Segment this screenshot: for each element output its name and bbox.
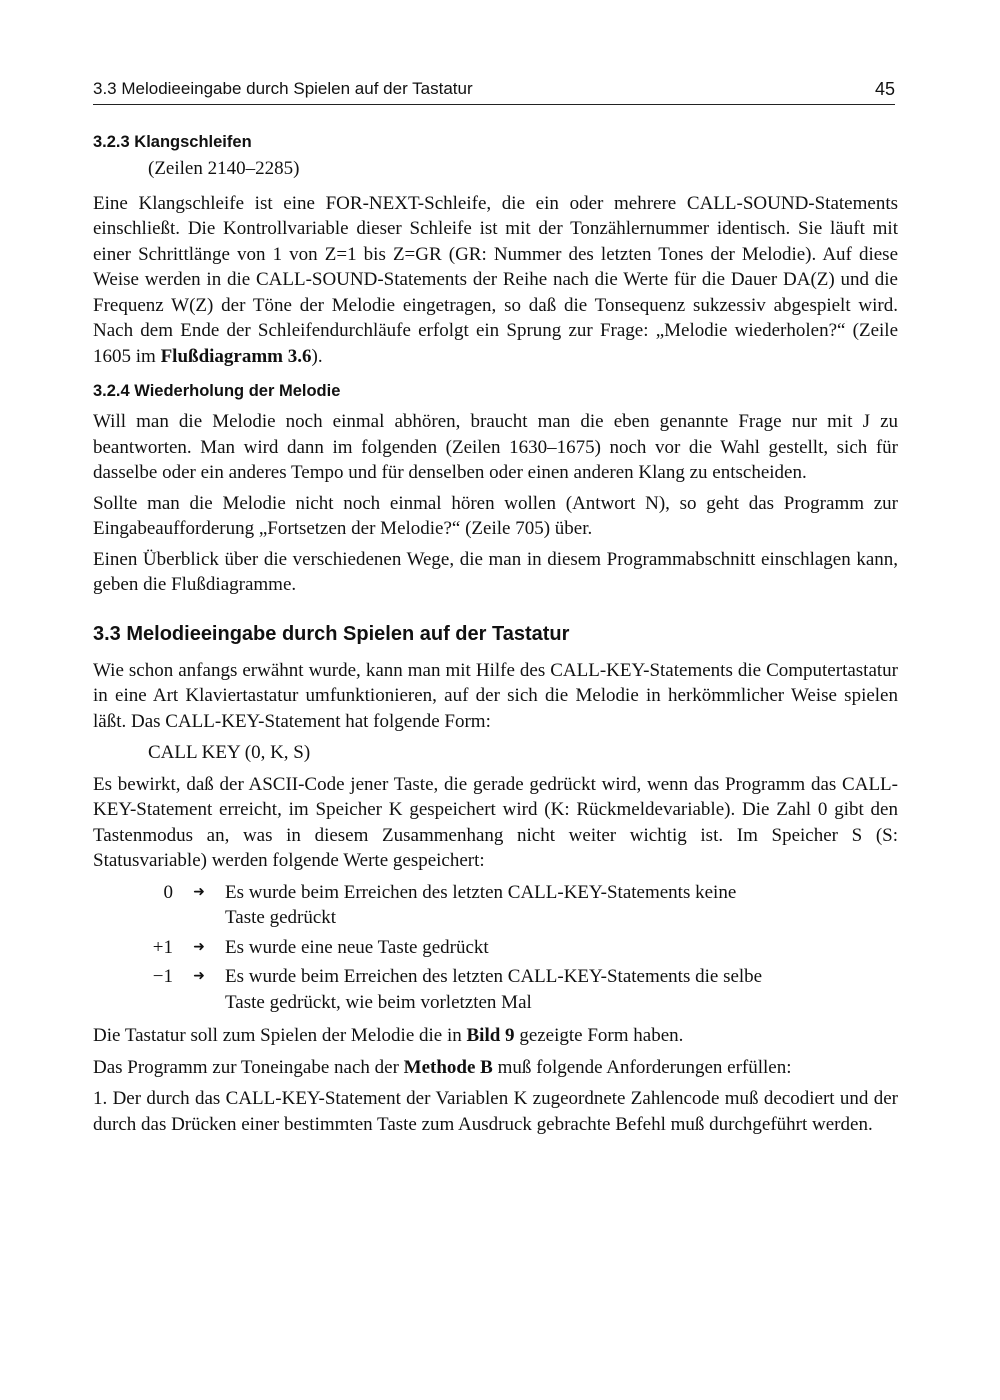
code-call-key: CALL KEY (0, K, S) <box>148 742 311 763</box>
status-item <box>93 964 898 1015</box>
status-description: Es wurde beim Erreichen des letzten CALL-KEY-Statements keine Taste gedrückt <box>225 881 737 928</box>
paragraph-klangschleife: Eine Klangschleife ist eine FOR-NEXT-Schleife, die ein oder mehrere CALL-SOUND-Statements einschließt. Die Kontrollvariable dieser Schleife ist mit der Tonzählernummer identisch. Sie läuft mit einer Schrittlänge von 1 von Z=1 bis Z=GR (GR: Nummer des letzten Tones der Melodie). Auf diese Weise werden in die CALL-SOUND-Statements der Reihe nach die Werte für die Dauer DA(Z) und die Frequenz W(Z) der Töne der Melodie eingetragen, so daß die Tonsequenz sukzessiv abgespielt wird. Nach dem Ende der Schleifendurchläufe erfolgt ein Sprung zur Frage: „Melodie wiederholen?“ (Zeile 1605 im Flußdiagramm 3.6). <box>93 192 898 367</box>
running-head-title: 3.3 Melodieeingabe durch Spielen auf der Tastatur <box>93 79 473 98</box>
method-ref: Methode B <box>403 1056 493 1078</box>
heading-3-2-4: 3.2.4 Wiederholung der Melodie <box>93 382 341 400</box>
status-item <box>93 880 898 931</box>
page-number: 45 <box>874 79 895 99</box>
paragraph-requirement-1: 1. Der durch das CALL-KEY-Statement der Variablen K zugeordnete Zahlencode muß decodiert und der durch das Drücken einer bestimmten Taste zum Ausdruck gebrachte Befehl muß durchgeführt werden. <box>93 1088 898 1135</box>
page-content <box>93 130 898 1137</box>
paragraph-tastatur-form: Die Tastatur soll zum Spielen der Melodie die in Bild 9 gezeigte Form haben. <box>93 1025 684 1046</box>
paragraph-methode-b: Das Programm zur Toneingabe nach der Methode B muß folgende Anforderungen erfüllen: <box>93 1056 792 1078</box>
lines-reference: (Zeilen 2140–2285) <box>148 158 300 179</box>
paragraph-wiederholung-1: Will man die Melodie noch einmal abhören, braucht man die eben genannte Frage nur mit J zu beantworten. Man wird dann im folgenden (Zeilen 1630–1675) noch vor die Wahl gestellt, sich für dasselbe oder ein anderes Tempo und für denselben oder einen anderen Klang zu entscheiden. <box>93 411 898 483</box>
status-value: −1 <box>152 966 173 987</box>
running-head <box>93 78 895 105</box>
heading-3-2-3: 3.2.3 Klangschleifen <box>93 133 252 151</box>
status-description: Es wurde eine neue Taste gedrückt <box>225 936 489 958</box>
status-description: Es wurde beim Erreichen des letzten CALL-KEY-Statements die selbe Taste gedrückt, wie beim vorletzten Mal <box>225 966 763 1013</box>
status-value-list <box>93 880 898 1016</box>
paragraph-wiederholung-2: Sollte man die Melodie nicht noch einmal hören wollen (Antwort N), so geht das Programm zur Eingabeaufforderung „Fortsetzen der Melodie?“ (Zeile 705) über. <box>93 492 898 539</box>
heading-3-3: 3.3 Melodieeingabe durch Spielen auf der Tastatur <box>93 622 570 645</box>
arrow-right-icon: ➜ <box>193 939 205 955</box>
paragraph-call-key-effect: Es bewirkt, daß der ASCII-Code jener Taste, die gerade gedrückt wird, wenn das Programm das CALL-KEY-Statement erreicht, im Speicher K gespeichert wird (K: Rückmeldevariable). Die Zahl 0 gibt den Tastenmodus an, was in diesem Zusammenhang nicht weiter wichtig ist. Im Speicher S (S: Statusvariable) werden folgende Werte gespeichert: <box>93 773 898 871</box>
paragraph-wiederholung-3: Einen Überblick über die verschiedenen Wege, die man in diesem Programmabschnitt einschlagen kann, geben die Flußdiagramme. <box>93 548 898 595</box>
status-value: +1 <box>152 936 173 958</box>
arrow-right-icon: ➜ <box>193 884 205 900</box>
figure-ref: Bild 9 <box>466 1025 515 1046</box>
status-item <box>93 935 898 961</box>
flow-diagram-ref: Flußdiagramm 3.6 <box>160 345 312 367</box>
arrow-right-icon: ➜ <box>193 969 205 984</box>
paragraph-call-key-intro: Wie schon anfangs erwähnt wurde, kann man mit Hilfe des CALL-KEY-Statements die Computertastatur in eine Art Klaviertastatur umfunktionieren, auf der sich die Melodie in herkömmlicher Weise spielen läßt. Das CALL-KEY-Statement hat folgende Form: <box>93 659 898 732</box>
status-value: 0 <box>163 881 173 903</box>
